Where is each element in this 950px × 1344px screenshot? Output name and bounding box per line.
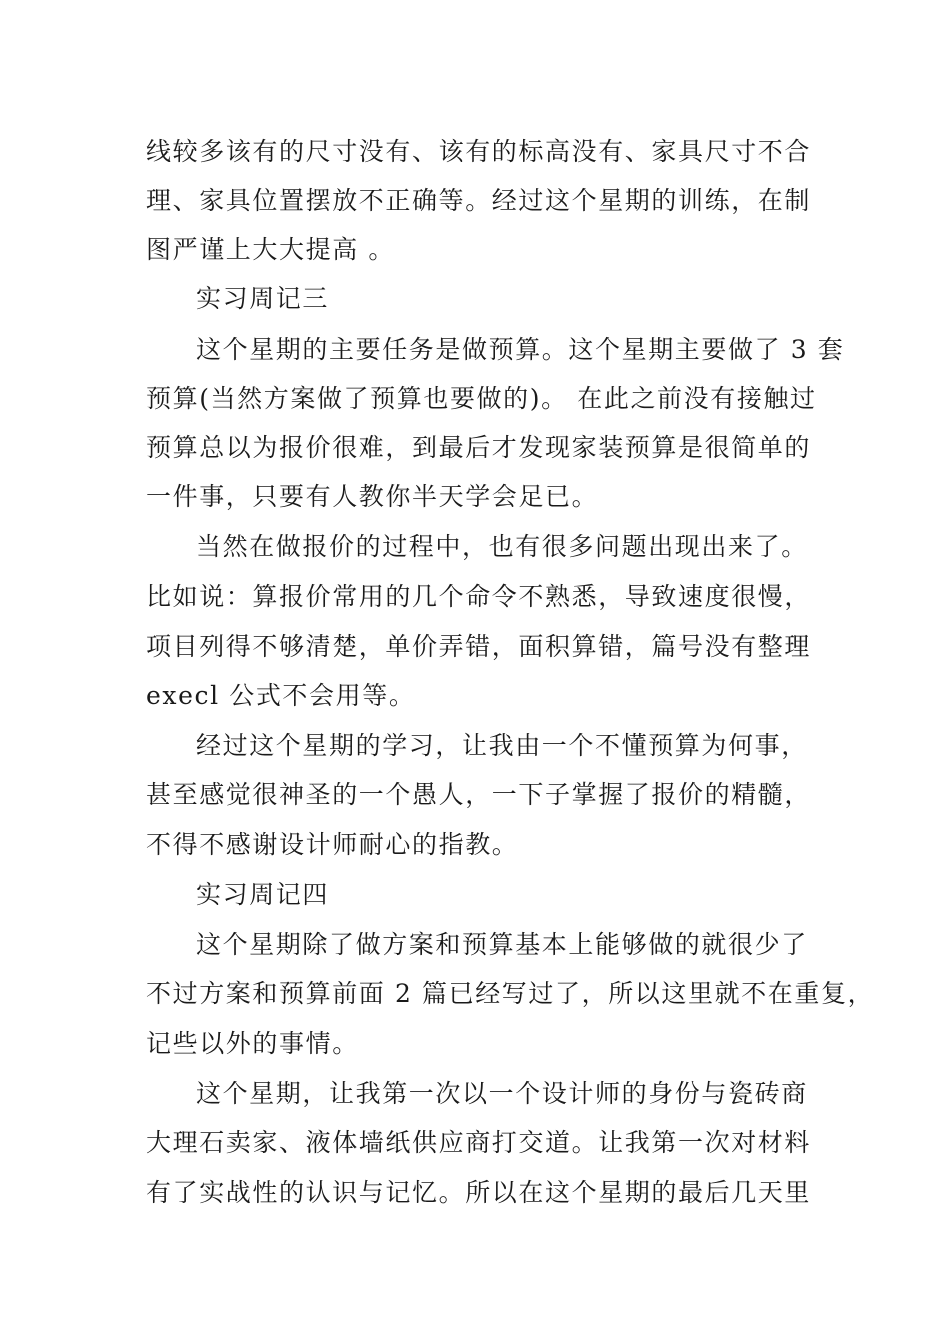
text-line: 一件事，只要有人教你半天学会足已。 [146,482,599,511]
text-line: 当然在做报价的过程中，也有很多问题出现出来了。 [196,532,808,561]
section-heading: 实习周记四 [196,880,330,909]
text-line: 图严谨上大大提高 。 [146,235,395,264]
text-line: 经过这个星期的学习，让我由一个不懂预算为何事， [196,731,808,760]
text-line: 甚至感觉很神圣的一个愚人，一下子掌握了报价的精髓， [146,780,812,809]
text-line: execl 公式不会用等。 [146,681,416,710]
text-line: 比如说：算报价常用的几个命令不熟悉，导致速度很慢， [146,582,812,611]
section-heading: 实习周记三 [196,284,330,313]
text-line: 大理石卖家、液体墙纸供应商打交道。让我第一次对材料 [146,1128,812,1157]
text-line: 预算总以为报价很难，到最后才发现家装预算是很简单的 [146,433,812,462]
text-line: 这个星期的主要任务是做预算。这个星期主要做了 3 套 [196,335,845,364]
text-line: 这个星期除了做方案和预算基本上能够做的就很少了 [196,930,808,959]
text-line: 项目列得不够清楚，单价弄错，面积算错，篇号没有整理 [146,632,812,661]
text-line: 有了实战性的认识与记忆。所以在这个星期的最后几天里 [146,1178,812,1207]
text-line: 记些以外的事情。 [146,1029,359,1058]
text-line: 预算(当然方案做了预算也要做的)。 在此之前没有接触过 [146,384,817,413]
text-line: 这个星期，让我第一次以一个设计师的身份与瓷砖商 [196,1079,808,1108]
text-line: 不过方案和预算前面 2 篇已经写过了，所以这里就不在重复， [146,979,875,1008]
text-line: 理、家具位置摆放不正确等。经过这个星期的训练，在制 [146,186,812,215]
text-line: 不得不感谢设计师耐心的指教。 [146,830,519,859]
text-line: 线较多该有的尺寸没有、该有的标高没有、家具尺寸不合 [146,137,812,166]
